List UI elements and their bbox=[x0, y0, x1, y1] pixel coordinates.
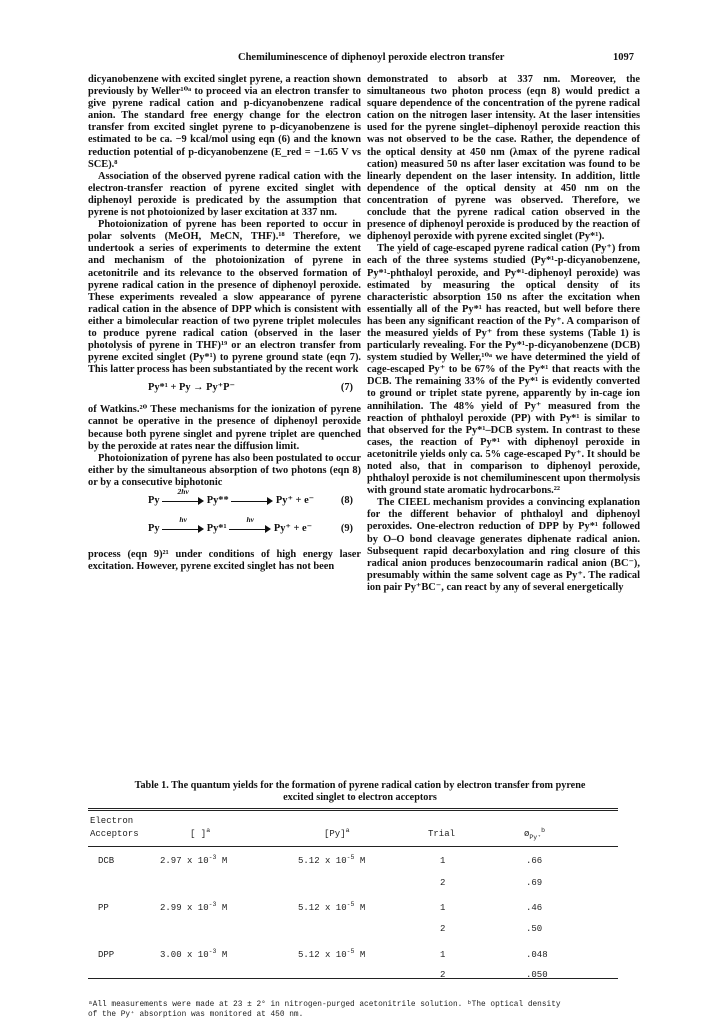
header-concentration: [ ]$^a$ bbox=[190, 827, 211, 839]
equation-7-expression: Py*¹ + Py → Py⁺P⁻ bbox=[148, 382, 235, 394]
header-acceptors-line2: Acceptors bbox=[90, 829, 139, 839]
header-pyrene-concentration: $[Py]^a$ bbox=[324, 827, 350, 839]
right-para-2: The yield of cage-escaped pyrene radical cation (Py⁺) from each of the three systems studied (Py*¹-p-dicyanobenzene, Py*¹-phthaloyl peroxide, and Py*¹-diphenoyl peroxide) was estimated by measuring the optical density of its characteristic absorption 150 ns after the excitation when essentially all of the Py*¹ has reacted, but well before there has been any significant reaction of the Py⁺. A comparison of the measured yields of Py⁺ from these systems (Table 1) is particularly revealing. For the Py*¹-p-dicyanobenzene (DCB) system studied by Weller,¹⁰ᵃ we have determined the yield of cage-escaped Py⁺ to be 67% of the Py*¹ that reacts with the DCB. The remaining 33% of the Py*¹ is evidently converted to ground or triplet state pyrene, apparently by in-cage ion annihilation. The 48% yield of Py⁺ measured from the reaction of phthaloyl peroxide (PP) with Py*¹ is similar to that observed for the Py*¹–DCB system. In contrast to these cases, the reaction of Py*¹ with diphenoyl peroxide in acetonitrile yields only ca. 5% cage-escaped Py⁺. It should be noted also, that in comparison to diphenoyl peroxide, phthaloyl peroxide is not chemiluminescent upon thermolysis with ground state aromatic hydrocarbons.²² bbox=[367, 243, 640, 497]
equation-8-number: (8) bbox=[340, 495, 353, 506]
table-header-rule bbox=[88, 846, 618, 847]
header-acceptors-line1: Electron bbox=[90, 816, 134, 826]
table-cell-pyrene-concentration: 5.12 x $10^{-5}$ M bbox=[298, 854, 366, 866]
left-para-5: Photoionization of pyrene has also been postulated to occur either by the simultaneous absorption of two photons (eqn 8) or by a consecutive biphotonic bbox=[88, 452, 361, 488]
equation-9-reactant: Py bbox=[148, 523, 160, 534]
equation-8-product: Py⁺ + e⁻ bbox=[275, 495, 315, 506]
table-bottom-rule bbox=[88, 978, 618, 979]
table-cell-acceptor-concentration: 2.97 x $10^{-3}$ M bbox=[160, 854, 228, 866]
equation-7 bbox=[88, 380, 361, 400]
running-title: Chemiluminescence of diphenoyl peroxide electron transfer bbox=[238, 52, 505, 63]
reaction-arrow-icon bbox=[231, 496, 273, 506]
right-para-3: The CIEEL mechanism provides a convincing explanation for the different behavior of phthaloyl and diphenoyl peroxides. One-electron reduction of DPP by Py*¹ followed by O–O bond cleavage generates diphenate radical anion. Subsequent rapid decarboxylation and ring closure of this radical anion produces benzocoumarin radical anion (BC⁻), presumably within the same solvent cage as Py⁺. The radical ion pair Py⁺BC⁻, can react by any of several energetically bbox=[367, 497, 640, 593]
table-cell-trial: 1 bbox=[440, 856, 446, 866]
reaction-arrow-icon bbox=[162, 486, 204, 506]
table-top-rule-double bbox=[88, 810, 618, 811]
equation-9-number: (9) bbox=[340, 523, 353, 534]
equation-8 bbox=[88, 486, 361, 517]
left-para-4: of Watkins.²⁰ These mechanisms for the ionization of pyrene cannot be operative in the presence of diphenoyl peroxide because both pyrene singlet and pyrene triplet are quenched by the peroxide at rates near the diffusion limit. bbox=[88, 404, 361, 452]
table-cell-acceptor-concentration: 2.99 x $10^{-3}$ M bbox=[160, 901, 228, 913]
right-para-1: demonstrated to absorb at 337 nm. Moreover, the simultaneous two photon process (eqn 8) would predict a square dependence of the concentration of the pyrene radical cation on the nitrogen laser intensity. At the laser intensities used for the pyrene singlet–diphenoyl peroxide reaction this was not observed to be the case. Rather, the dependence of the optical density at 450 nm (λmax of the pyrene radical cation) measured 50 ns after laser excitation was found to be linearly dependent on the laser intensity. In addition, little dependence of the optical density at 450 nm on the concentration of pyrene was observed. Therefore, we conclude that the pyrene radical cation observed in the presence of diphenoyl peroxide is produced by the reaction of diphenoyl peroxide with pyrene excited singlet (Py*¹). bbox=[367, 74, 640, 243]
table-top-rule bbox=[88, 808, 618, 809]
left-para-3: Photoionization of pyrene has been reported to occur in polar solvents (MeOH, MeCN, THF).¹⁸ Therefore, we undertook a series of experiments to determine the extent and mechanism of the photoionization of pyrene in acetonitrile and its relevance to the observed formation of pyrene radical cation in the presence of diphenoyl peroxide. These experiments revealed a slow appearance of pyrene radical cation in the absence of DPP which is consistent with either a bimolecular reaction of two pyrene triplet molecules to produce pyrene radical cation (observed in the laser photolysis of pyrene in THF)¹⁹ or an electron transfer from pyrene excited singlet (Py*¹) to pyrene ground state (eqn 7). This latter process has been substantiated by the recent work bbox=[88, 219, 361, 376]
arrow-label: hν bbox=[246, 514, 254, 524]
left-para-6: process (eqn 9)²¹ under conditions of high energy laser excitation. However, pyrene excited singlet has not been bbox=[88, 549, 361, 573]
running-header bbox=[88, 52, 648, 66]
table-cell-trial: 2 bbox=[440, 970, 446, 980]
table-cell-quantum-yield: .69 bbox=[526, 878, 543, 888]
arrow-label: hν bbox=[179, 514, 187, 524]
table-cell-trial: 1 bbox=[440, 950, 446, 960]
header-quantum-yield: $ø_{Py^+}^b$ bbox=[524, 827, 546, 841]
equation-9-intermediate: Py*¹ bbox=[206, 523, 227, 534]
equation-8-reactant: Py bbox=[148, 495, 160, 506]
table-cell-pyrene-concentration: 5.12 x $10^{-5}$ M bbox=[298, 948, 366, 960]
table-cell-trial: 2 bbox=[440, 924, 446, 934]
footnote-line-1: ᵃAll measurements were made at 23 ± 2° in nitrogen-purged acetonitrile solution. ᵇThe optical density bbox=[88, 1001, 561, 1009]
table-footnote bbox=[88, 1000, 648, 1020]
left-para-2: Association of the observed pyrene radical cation with the electron-transfer reaction of pyrene excited singlet with diphenoyl peroxide is predicated by the assumption that pyrene is not photoionized by laser excitation at 337 nm. bbox=[88, 170, 361, 219]
table-cell-acceptor: DPP bbox=[98, 950, 115, 960]
equation-9 bbox=[88, 514, 361, 545]
table-cell-quantum-yield: .048 bbox=[526, 950, 548, 960]
equation-7-number: (7) bbox=[340, 382, 353, 394]
table-cell-acceptor: DCB bbox=[98, 856, 115, 866]
left-para-1: dicyanobenzene with excited singlet pyrene, a reaction shown previously by Weller¹⁰ᵃ to proceed via an electron transfer to give pyrene radical cation and p-dicyanobenzene radical anion. The standard free energy change for the electron transfer from excited singlet pyrene to p-dicyanobenzene is estimated to be ca. −9 kcal/mol using eqn (6) and the known reduction potential of p-dicyanobenzene (E_red = −1.65 V vs SCE).⁸ bbox=[88, 74, 361, 170]
table-cell-quantum-yield: .66 bbox=[526, 856, 543, 866]
table-cell-quantum-yield: .50 bbox=[526, 924, 543, 934]
table-cell-quantum-yield: .050 bbox=[526, 970, 548, 980]
table-cell-acceptor-concentration: 3.00 x $10^{-3}$ M bbox=[160, 948, 228, 960]
header-trial: Trial bbox=[428, 829, 456, 839]
arrow-label: 2hν bbox=[177, 486, 189, 496]
table-cell-pyrene-concentration: 5.12 x $10^{-5}$ M bbox=[298, 901, 366, 913]
equation-9-product: Py⁺ + e⁻ bbox=[273, 523, 313, 534]
reaction-arrow-icon bbox=[229, 514, 271, 534]
right-column bbox=[367, 74, 640, 594]
table-caption: Table 1. The quantum yields for the formation of pyrene radical cation by electron transfer from pyrene excited singlet to electron acceptors bbox=[134, 780, 586, 803]
table-cell-acceptor: PP bbox=[98, 903, 109, 913]
equation-8-intermediate: Py** bbox=[206, 495, 229, 506]
table-cell-quantum-yield: .46 bbox=[526, 903, 543, 913]
table-cell-trial: 2 bbox=[440, 878, 446, 888]
reaction-arrow-icon bbox=[162, 514, 204, 534]
left-column bbox=[88, 74, 361, 573]
table-cell-trial: 1 bbox=[440, 903, 446, 913]
page-number: 1097 bbox=[613, 52, 634, 63]
footnote-line-2: of the Py⁺ absorption was monitored at 450 nm. bbox=[88, 1011, 304, 1019]
